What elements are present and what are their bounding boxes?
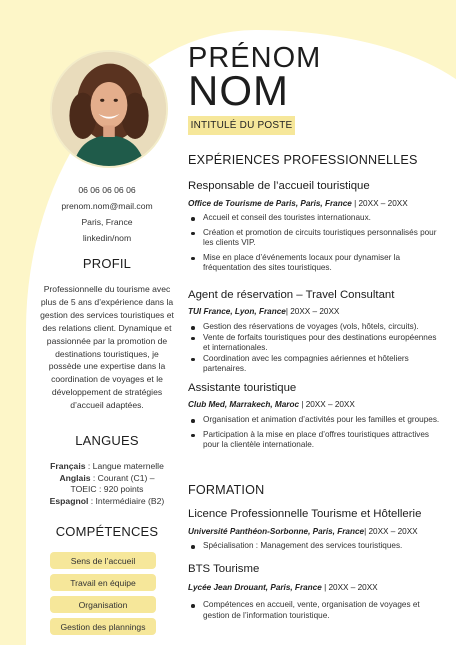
bullet-item: Vente de forfaits touristiques pour des destinations européennes et internationales. [190, 333, 442, 354]
skill-badge: Organisation [50, 596, 156, 613]
job-dates: | 20XX – 20XX [285, 307, 340, 316]
portrait-image [52, 52, 166, 166]
langues-heading: LANGUES [75, 433, 139, 448]
formation-bullets-2 [190, 600, 442, 621]
formation-title-1: Licence Professionnelle Tourisme et Hôtellerie [188, 508, 422, 520]
langue-item [32, 484, 182, 496]
formation-heading: FORMATION [188, 483, 265, 497]
job-bullets-3 [190, 415, 442, 451]
bullet-item: Accueil et conseil des touristes internationaux. [190, 213, 442, 224]
profil-text: Professionnelle du tourisme avec plus de 5 ans d’expérience dans la gestion des services touristiques et des relations client. Dynamique et passionnée par la promotion de destinations touristiques, je possède une expertise dans la coordination de voyages et le développement de stratégies d’accueil adaptées. [40, 284, 174, 411]
skill-badge: Sens de l’accueil [50, 552, 156, 569]
langue-name: Anglais [59, 472, 91, 483]
experiences-heading: EXPÉRIENCES PROFESSIONNELLES [188, 153, 418, 167]
formation-dates: | 20XX – 20XX [321, 583, 378, 592]
job-bullets-1 [190, 213, 442, 274]
job-org-3 [188, 400, 355, 409]
profil-heading: PROFIL [82, 256, 132, 271]
job-title-badge: INTITULÉ DU POSTE [188, 116, 295, 135]
phone-text: 06 06 06 06 06 [78, 185, 136, 195]
linkedin-text: linkedin/nom [82, 233, 132, 243]
formation-bullets-1 [190, 541, 442, 552]
langue-name: Espagnol [49, 495, 89, 506]
first-name: PRÉNOM [188, 42, 322, 74]
langue-level: TOEIC : 920 points [70, 484, 144, 494]
job-dates: | 20XX – 20XX [351, 199, 408, 208]
langue-level: : Langue maternelle [85, 461, 164, 471]
bullet-item: Organisation et animation d’activités pour les familles et groupes. [190, 415, 442, 426]
formation-org-name: Université Panthéon-Sorbonne, Paris, France [188, 527, 365, 536]
job-org-name: Club Med, Marrakech, Maroc [188, 400, 300, 409]
formation-dates: | 20XX – 20XX [364, 527, 418, 536]
formation-title-2: BTS Tourisme [188, 563, 260, 575]
formation-org-1 [188, 527, 418, 536]
job-org-name: Office de Tourisme de Paris, Paris, France [188, 199, 352, 208]
bullet-item: Coordination avec les compagnies aériennes et hôteliers partenaires. [190, 354, 442, 375]
formation-org-2 [188, 583, 378, 592]
profile-photo [50, 50, 168, 168]
job-title-2: Agent de réservation – Travel Consultant [188, 289, 395, 301]
bullet-item: Participation à la mise en place d’offres touristiques attractives pour la clientèle internationale. [190, 430, 442, 451]
bullet-item: Création et promotion de circuits touristiques personnalisés pour les clients VIP. [190, 228, 442, 249]
job-title-1: Responsable de l’accueil touristique [188, 180, 370, 192]
job-org-name: TUI France, Lyon, France [188, 307, 286, 316]
skill-badge: Gestion des plannings [50, 618, 156, 635]
langues-list [32, 461, 182, 507]
job-org-2 [188, 307, 339, 316]
langue-level: : Intermédiaire (B2) [88, 495, 165, 506]
contact-block [32, 182, 182, 246]
langue-level: : Courant (C1) – [90, 472, 155, 483]
bullet-item: Mise en place d’événements locaux pour dynamiser la fréquentation des sites touristiques. [190, 253, 442, 274]
langue-name: Français [50, 461, 86, 471]
bullet-item: Gestion des réservations de voyages (vols, hôtels, circuits). [190, 322, 442, 333]
job-bullets-2 [190, 322, 442, 375]
langue-item [32, 473, 182, 485]
formation-org-name: Lycée Jean Drouant, Paris, France [188, 583, 322, 592]
job-dates: | 20XX – 20XX [299, 400, 355, 409]
city-text: Paris, France [81, 217, 133, 227]
last-name: NOM [188, 67, 289, 114]
langue-item [32, 461, 182, 473]
skill-badge: Travail en équipe [50, 574, 156, 591]
job-org-1 [188, 199, 408, 208]
bullet-item: Compétences en accueil, vente, organisation de voyages et gestion de l’information touristique. [190, 600, 442, 621]
competences-heading: COMPÉTENCES [55, 524, 159, 539]
job-title-3: Assistante touristique [188, 382, 297, 394]
email-text: prenom.nom@mail.com [61, 201, 153, 211]
langue-item [32, 496, 182, 508]
bullet-item: Spécialisation : Management des services touristiques. [190, 541, 442, 552]
